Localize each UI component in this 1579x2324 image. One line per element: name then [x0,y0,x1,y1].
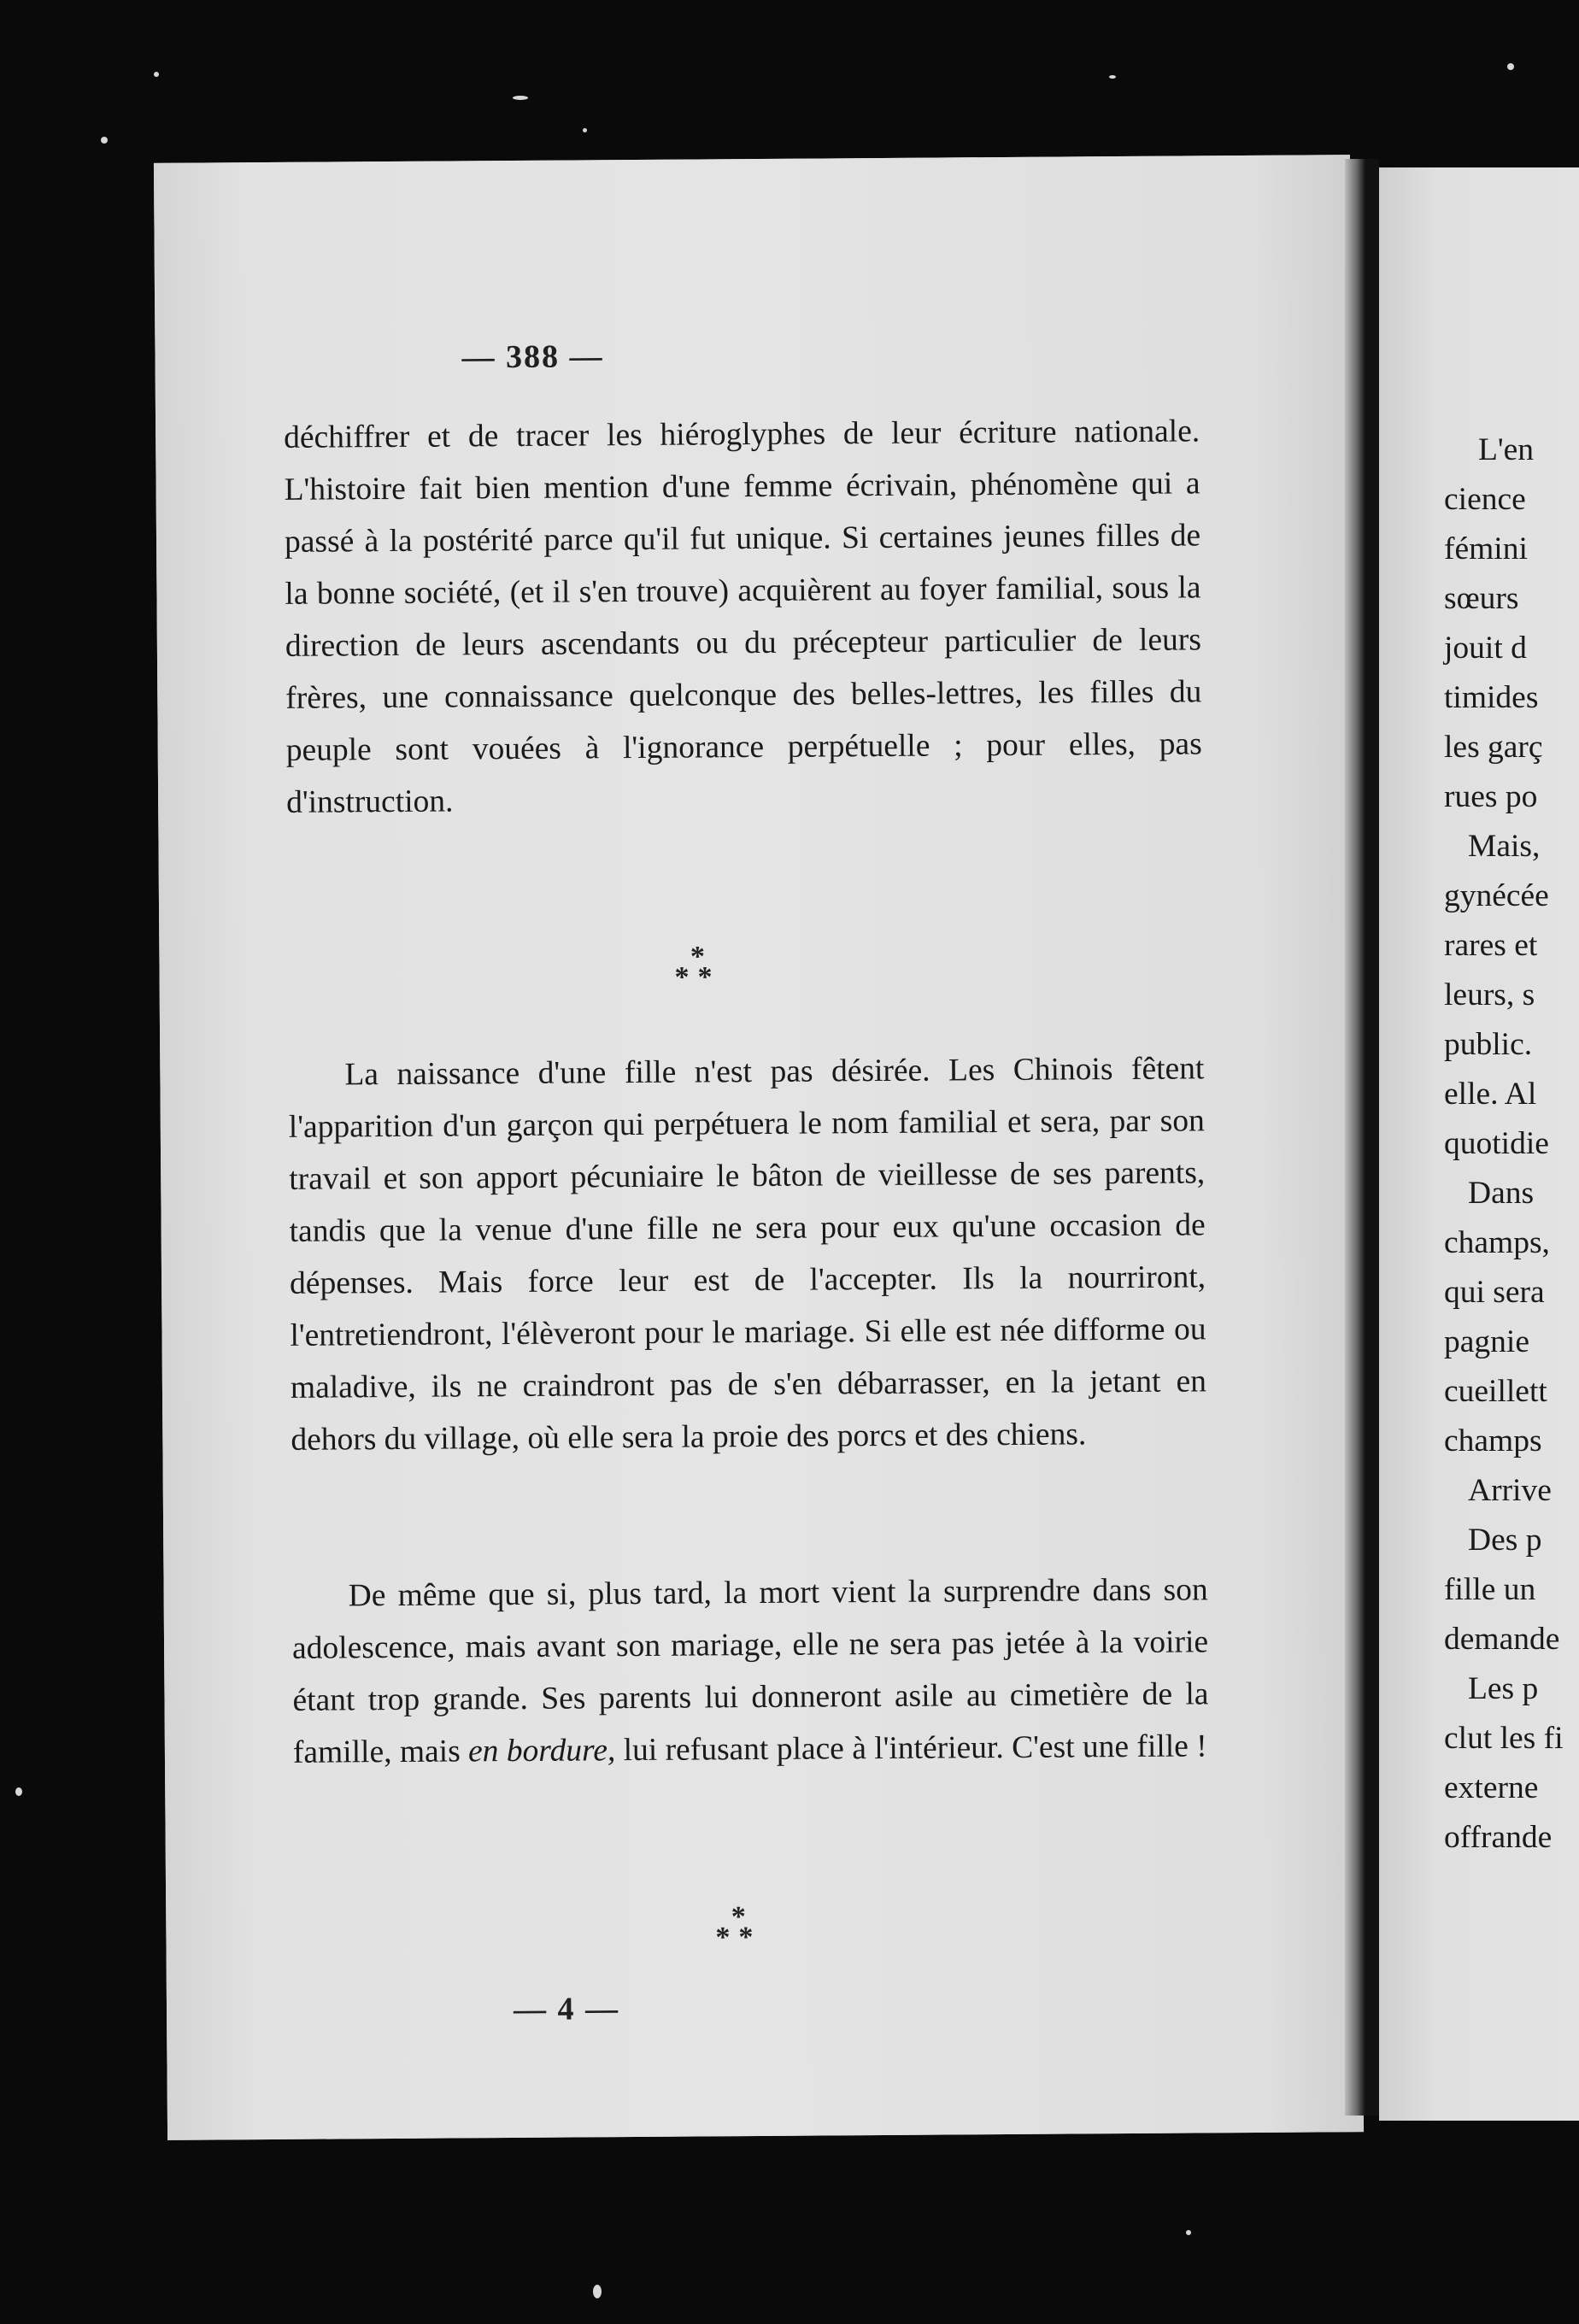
dust-speck [513,96,528,100]
text-line: rues po [1444,779,1538,814]
text-line: timides [1444,680,1539,715]
right-page-text [1444,425,1579,1863]
text-line: jouit d [1444,631,1527,666]
paragraph-1 [284,405,1202,828]
text-line: pagnie [1444,1324,1529,1359]
dust-speck [593,2285,602,2298]
text-line: Dans [1468,1176,1535,1211]
text-line: sœurs [1444,581,1519,616]
text-line: fémini [1444,531,1528,566]
text-line: demande [1444,1622,1560,1657]
left-page [154,155,1364,2140]
asterism-stars [687,1921,790,1954]
asterism-star: * [690,941,706,973]
section-divider-asterism [646,941,748,994]
text-line: qui sera [1444,1275,1545,1310]
asterism-star: * [697,961,721,994]
asterism-star: * [738,1921,762,1954]
section-divider-asterism [687,1901,790,1954]
paragraph-text-part: lui refusant place à l'intérieur. C'est une fille ! [623,1728,1207,1769]
text-line: L'en [1478,432,1535,467]
dust-speck [583,128,587,132]
text-line: Des p [1468,1523,1542,1558]
right-page [1379,167,1579,2121]
text-line: fille un [1444,1572,1536,1607]
text-line: gynécée [1444,878,1549,913]
dust-speck [154,72,159,77]
text-line: champs [1444,1423,1542,1458]
text-line: externe [1444,1770,1539,1805]
text-line: elle. Al [1444,1077,1537,1112]
text-line: cueillett [1444,1374,1547,1409]
dust-speck [101,137,108,144]
text-line: leurs, s [1444,977,1535,1012]
paragraph-2 [288,1042,1206,1465]
asterism-stars [647,961,749,994]
text-line: cience [1444,482,1526,517]
asterism-star: * [731,1901,746,1934]
text-line: quotidie [1444,1126,1549,1161]
text-line: Arrive [1468,1473,1552,1508]
asterism-star: * [674,961,698,994]
text-line: les garç [1444,730,1543,765]
page-number-bottom: — 4 — [513,1991,620,2028]
text-line: champs, [1444,1225,1550,1260]
dust-speck [1507,63,1514,70]
text-line: offrande [1444,1820,1553,1855]
paragraph-3 [291,1564,1209,1778]
emphasis-text: en bordure, [467,1733,616,1769]
asterism-star: * [715,1922,739,1954]
text-line: Les p [1468,1671,1539,1706]
book-gutter [1345,159,1379,2116]
paragraph-text [291,1564,1209,1778]
dust-speck [1109,75,1116,79]
page-number-top: — 388 — [461,338,604,376]
paragraph-text: La naissance d'une fille n'est pas désirée. Les Chinois fêtent l'apparition d'un garçon qui perpétuera le nom familial et sera, par son travail et son apport pécuniaire le bâton de vieillesse de ses parents, tandis que la venue d'une fille ne sera pour eux qu'une occasion de dépenses. Mais force leur est de l'accepter. Ils la nourriront, l'entretiendront, l'élèveront pour le mariage. Si elle est née difforme ou maladive, ils ne craindront pas de s'en débarrasser, en la jetant en dehors du village, où elle sera la proie des porcs et des chiens. [288,1051,1207,1458]
paragraph-text: déchiffrer et de tracer les hiéroglyphes de leur écriture nationale. L'histoire fait bien mention d'une femme écrivain, phénomène qui a passé à la postérité parce qu'il fut unique. Si certaines jeunes filles de la bonne société, (et il s'en trouve) acquièrent au foyer familial, sous la direction de leurs ascendants ou du précepteur particulier de leurs frères, une connaissance quelconque des belles-lettres, les filles du peuple sont vouées à l'ignorance perpétuelle ; pour elles, pas d'instruction. [284,414,1202,820]
dust-speck [1186,2230,1191,2235]
text-line: rares et [1444,928,1538,963]
text-line: public. [1444,1027,1533,1062]
text-line: clut les fi [1444,1721,1564,1756]
text-line: Mais, [1468,829,1541,864]
paragraph-text-part: De même que si, plus tard, la mort vient la surprendre dans son adolescence, mais avant son mariage, elle ne sera pas jetée à la voirie étant trop grande. Ses parents lui donneront asile au cimetière de la famille, mais [291,1572,1209,1770]
dust-speck [15,1787,22,1796]
